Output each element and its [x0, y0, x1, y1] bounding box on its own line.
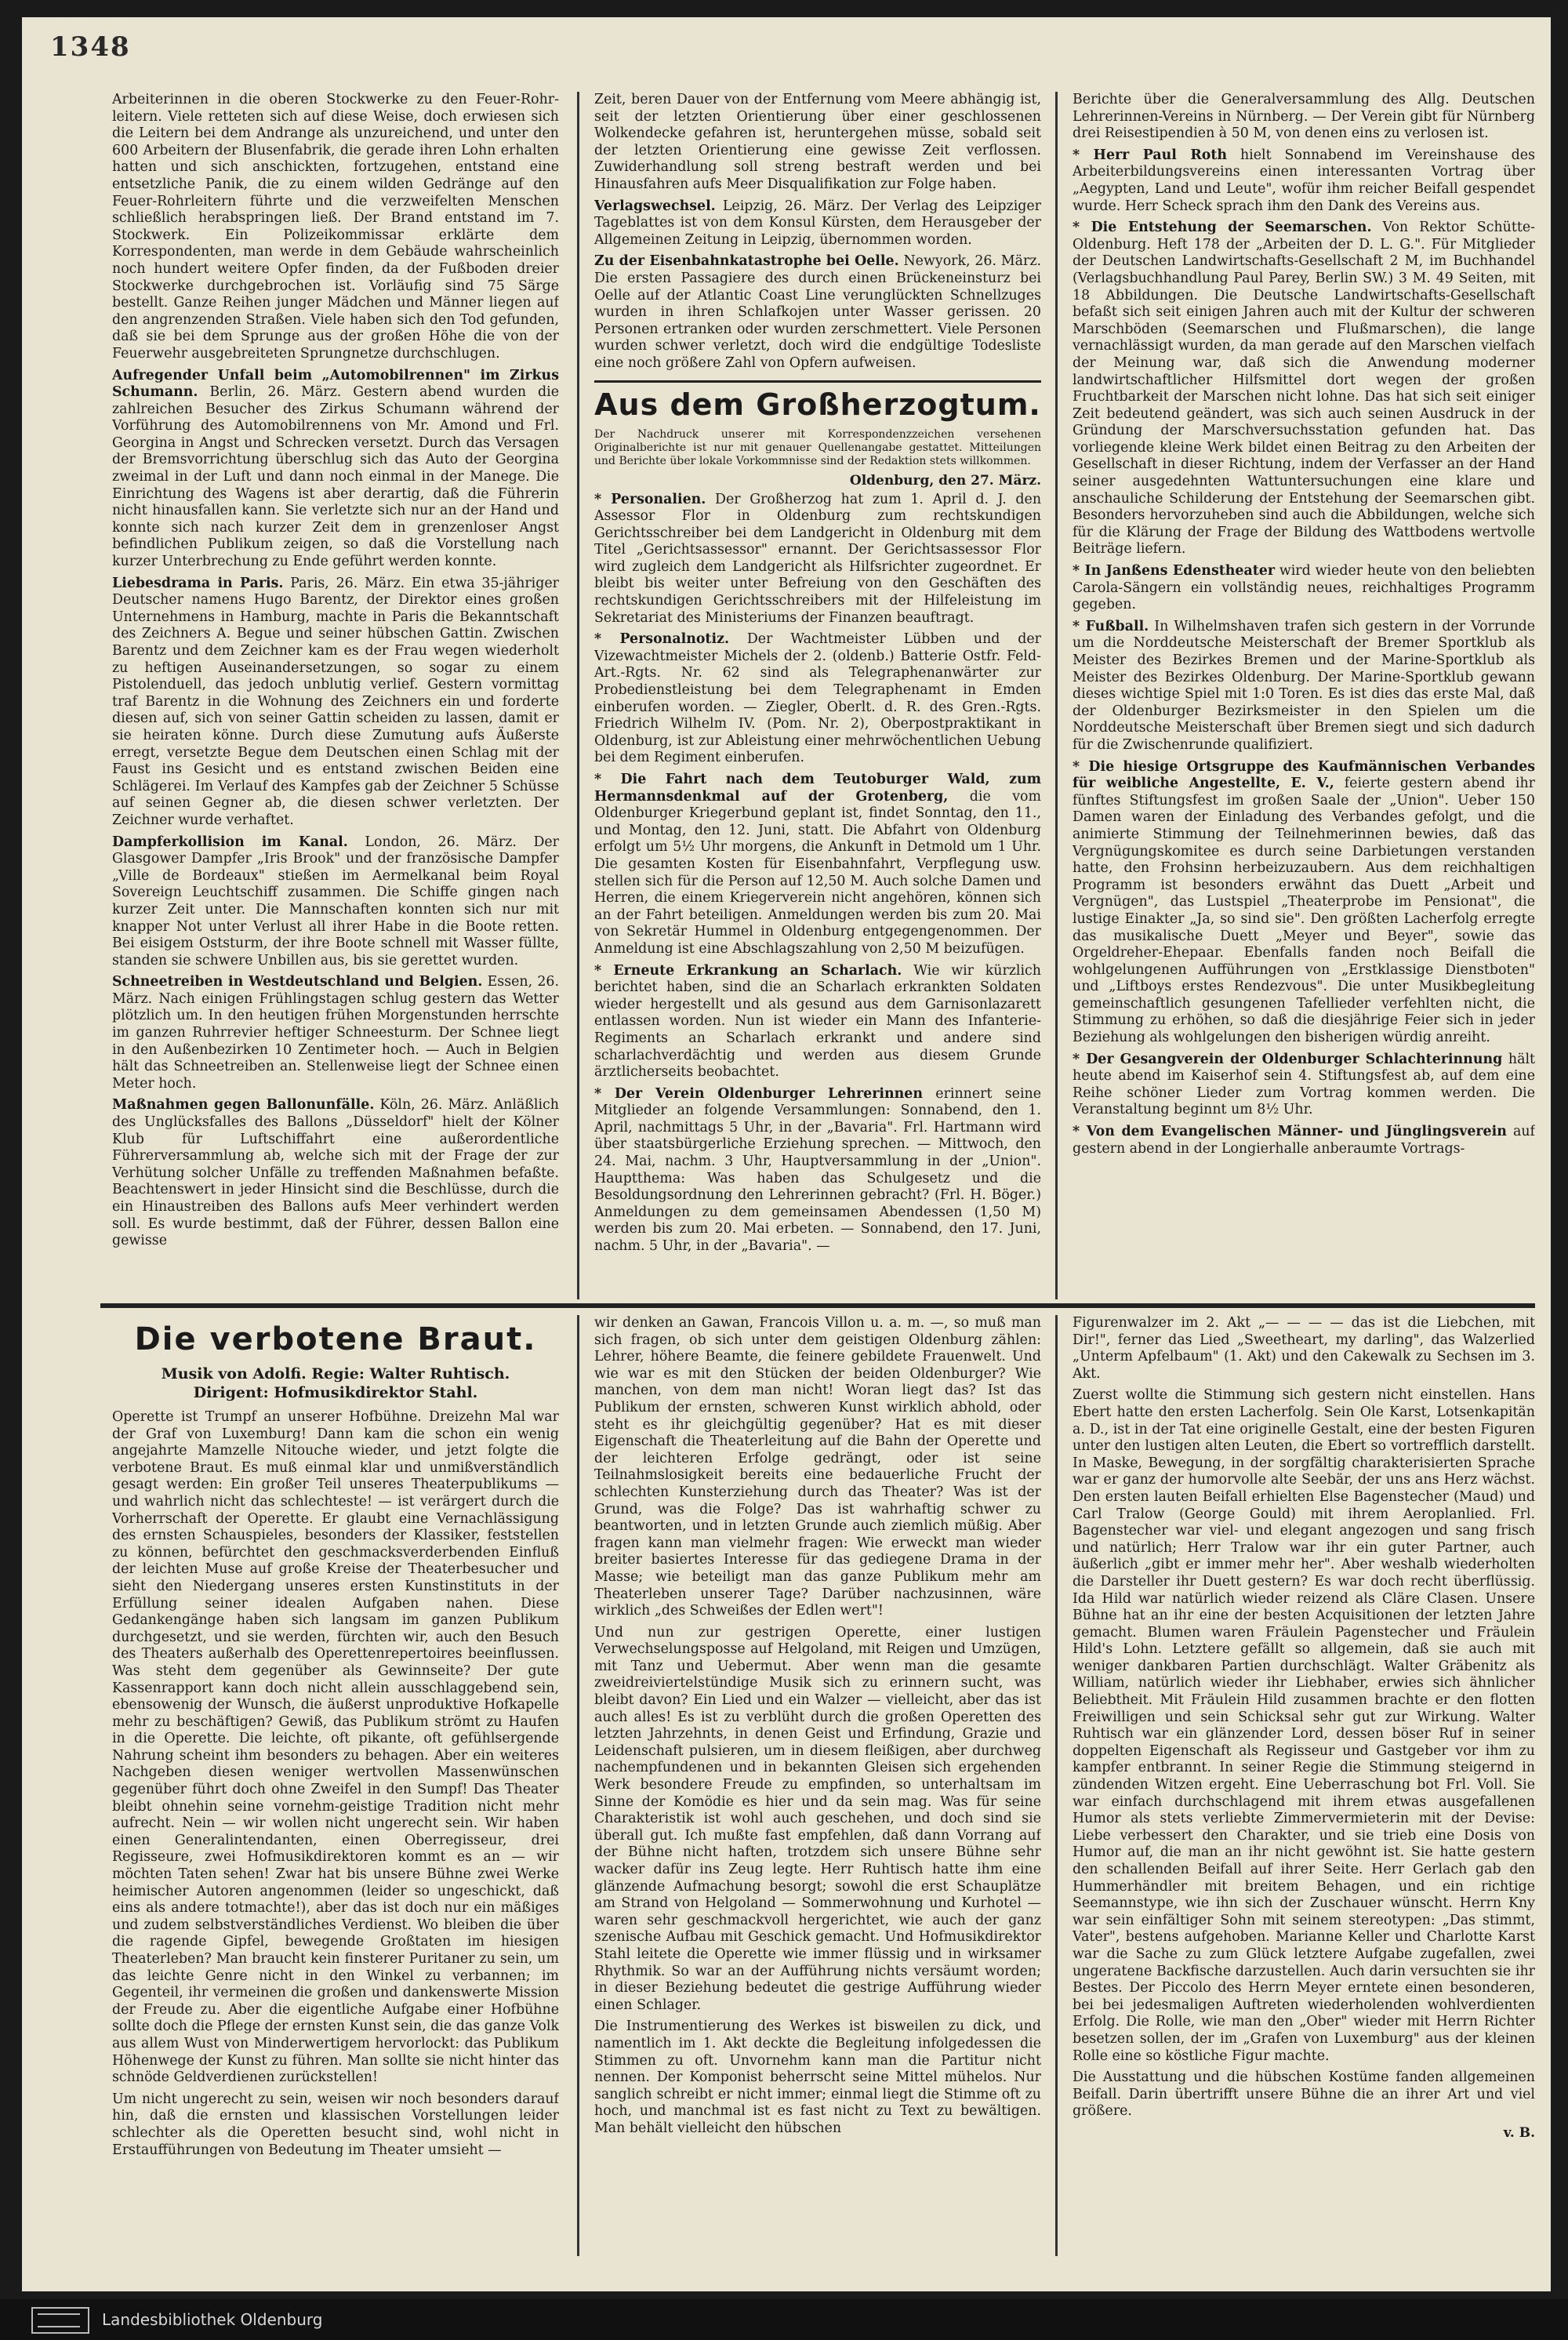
- article-headline: Dampferkollision im Kanal.: [112, 834, 348, 850]
- article-headline: * Erneute Erkrankung an Scharlach.: [594, 962, 902, 979]
- article-headline: Liebesdrama in Paris.: [112, 575, 284, 591]
- article-body: Arbeiterinnen in die oberen Stockwerke zu den Feuer-Rohr-leitern. Viele retteten sich auf diese Weise, doch erwiesen sich die Leitern bei dem Andrange als unzureichend, und unter den 600 Arbeitern der Blusenfabrik, die gerade ihren Lohn erhalten hatten und sich anschickten, fortzugehen, entstand eine entsetzliche Panik, die zu einem wilden Gedränge auf den Feuer-Rohrleitern führte und die verzweifelten Menschen schließlich herabspringen ließ. Der Brand entstand im 7. Stockwerk. Ein Polizeikommissar erklärte dem Korrespondenten, man werde in dem Gebäude wahrscheinlich noch hundert weitere Opfer finden, da der Fußboden dreier Stockwerke durchgebrochen ist. Vorläufig sind 75 Särge bestellt. Ganze Reihen junger Mädchen und Männer liegen auf den angrenzenden Straßen. Viele haben sich den Tod gefunden, daß sie bei dem Sprunge aus der großen Höhe die von der Feuerwehr ausgebreiteten Sprungnetze durchschlugen.: [112, 92, 559, 362]
- article-body: hielt Sonnabend im Vereinshause des Arbeiterbildungsvereins einen interessanten Vortrag über „Aegypten, Land und Leute", wofür ihm reicher Beifall gespendet wurde. Herr Scheck sprach ihm den Dank des Vereins aus.: [1073, 147, 1535, 214]
- article-paragraph: [594, 198, 1041, 249]
- article-body: Von Rektor Schütte-Oldenburg. Heft 178 der „Arbeiten der D. L. G.". Für Mitglieder der Deutschen Landwirtschafts-Gesellschaft 2 M, im Buchhandel (Verlagsbuchhandlung Paul Parey, Berlin SW.) 3 M. 49 Seiten, mit 18 Abbildungen. Die Deutsche Landwirtschafts-Gesellschaft befaßt sich seit einigen Jahren auch mit der Kultur der schweren Marschböden (Seemarschen und Flußmarschen), die lange vernachlässigt wurden, da man gerade auf den Marschen vielfach der Meinung war, daß sich die Anwendung moderner landwirtschaftlicher Hilfsmittel dort wegen der großen Fruchtbarkeit der Marschen nicht lohne. Das hat sich seit einiger Zeit bedeutend geändert, was sich auch seinen Ausdruck in der Gründung der Marschversuchsstation gefunden hat. Das vorliegende kleine Werk bildet einen Beitrag zu den Arbeiten der Gesellschaft in dieser Richtung, indem der Verfasser an der Hand seiner ausgedehnten Wattuntersuchungen eine klare und anschauliche Schilderung der Entstehung der Seemarschen gibt. Besonders hervorzuheben sind auch die Abbildungen, welche sich für die Klärung der Frage der Bildung des Wattbodens wertvolle Beiträge liefern.: [1073, 220, 1535, 558]
- article-paragraph: [112, 368, 559, 571]
- column-1-articles: [112, 92, 559, 1250]
- article-headline: Verlagswechsel.: [594, 198, 716, 214]
- column-1: [112, 92, 559, 1299]
- article-body: Zeit, beren Dauer von der Entfernung vom Meere abhängig ist, seit der letzten Orientierung über einer geschlossenen Wolkendecke gefahren ist, heruntergehen müsse, sobald seit der letzten Orientierung eine gewisse Zeit verflossen. Zuwiderhandlung soll streng bestraft werden und bei Hinausfahren aufs Meer Disqualifikation zur Folge haben.: [594, 92, 1041, 192]
- article-body: Essen, 26. März. Nach einigen Frühlingstagen schlug gestern das Wetter plötzlich um. In den heutigen frühen Morgenstunden herrschte im ganzen Ruhrrevier heftiger Schneesturm. Der Schnee liegt in den Außenbezirken 10 Zentimeter hoch. — Auch in Belgien hält das Schneetreiben an. Stellenweise liegt der Schnee einen Meter hoch.: [112, 974, 559, 1092]
- article-headline: Schneetreiben in Westdeutschland und Belgien.: [112, 974, 483, 990]
- review-credit-conductor: Dirigent: Hofmusikdirektor Stahl.: [193, 1384, 478, 1401]
- article-body: London, 26. März. Der Glasgower Dampfer „Iris Brook" und der französische Dampfer „Ville de Bordeaux" stießen im Aermelkanal beim Royal Sovereign Leuchtschiff zusammen. Die Schiffe gingen nach kurzer Zeit unter. Die Mannschaften konnten sich nur mit knapper Not unter Verlust all ihrer Habe in die Boote retten. Bei eisigem Oststurm, der ihre Boote schnell mit Wasser füllte, standen sie schwere Unbillen aus, bis sie gerettet wurden.: [112, 834, 559, 968]
- article-paragraph: [594, 772, 1041, 958]
- article-body: Köln, 26. März. Anläßlich des Unglücksfalles des Ballons „Düsseldorf" hielt der Kölner Klub für Luftschiffahrt eine außerordentliche Führerversammlung ab, welche sich mit der Frage der zur Verhütung solcher Unfälle zu treffenden Maßnahmen befaßte. Beachtenswert in jeder Hinsicht sind die Beschlüsse, durch die ein Hinaustreiben des Ballons aufs Meer verhindert werden soll. Es wurde bestimmt, daß der Führer, dessen Ballon eine gewisse: [112, 1097, 559, 1249]
- review-paragraph: Die Ausstattung und die hübschen Kostüme fanden allgemeinen Beifall. Darin übertrifft unsere Bühne die an ihrer Art und viel größere.: [1073, 2069, 1535, 2120]
- article-body: auf gestern abend in der Longierhalle anberaumte Vortrags-: [1073, 1124, 1535, 1157]
- review-paragraph: Die Instrumentierung des Werkes ist bisweilen zu dick, und namentlich im 1. Akt deckte die Begleitung infolgedessen die Stimmen zu oft. Unvornehm kann man die Partitur nicht nennen. Der Komponist beherrscht seine Mittel mühelos. Nur sanglich schreibt er nicht immer; einmal liegt die Stimme oft zu hoch, und manchmal ist es fast nicht zu Text zu bewältigen. Man behält vielleicht den hübschen: [594, 2018, 1041, 2136]
- article-body: erinnert seine Mitglieder an folgende Versammlungen: Sonnabend, den 1. April, nachmittags 5 Uhr, in der „Bavaria". Frl. Hartmann wird über staatsbürgerliche Erziehung sprechen. — Mittwoch, den 24. Mai, nachm. 3 Uhr, Hauptversammlung in der „Union". Hauptthema: Was haben das Schulgesetz und die Besoldungsordnung den Lehrerinnen gebracht? (Frl. H. Böger.) Anmeldungen zu dem gemeinsamen Abendessen (1,50 M) werden bis zum 20. Mai erbeten. — Sonnabend, den 17. Juni, nachm. 5 Uhr, in der „Bavaria". —: [594, 1085, 1041, 1255]
- article-headline: * Der Verein Oldenburger Lehrerinnen: [594, 1085, 923, 1102]
- review-title: Die verbotene Braut.: [134, 1321, 537, 1357]
- article-paragraph: [594, 1086, 1041, 1255]
- article-paragraph: [594, 253, 1041, 372]
- column-rule: [577, 1315, 579, 2256]
- article-body: In Wilhelmshaven trafen sich gestern in der Vorrunde um die Norddeutsche Meisterschaft der Bremer Sportklub als Meister des Bezirkes Bremen und der Marine-Sportklub als Meister des Bezirkes Oldenburg. Der Marine-Sportklub gewann dieses wichtige Spiel mit 1:0 Toren. Es ist dies das erste Mal, daß der Oldenburger Bezirksmeister in den Spielen um die Norddeutsche Meisterschaft über Bremen siegt und sich dadurch für die Zwischenrunde qualifiziert.: [1073, 618, 1535, 753]
- article-headline: * Herr Paul Roth: [1073, 147, 1228, 163]
- column-3-articles: [1073, 92, 1535, 1157]
- review-text-3: [1073, 1315, 1535, 2120]
- library-footer: [0, 2299, 1568, 2340]
- article-paragraph: [1073, 563, 1535, 614]
- article-headline: * Die Fahrt nach dem Teutoburger Wald, zum Hermannsdenkmal auf der Grotenberg,: [594, 772, 1041, 805]
- article-body: Newyork, 26. März. Die ersten Passagiere des durch einen Brückeneinsturz bei Oelle auf der Atlantic Coast Line verunglückten Schnellzuges wurden in ihren Schlafkojen unter Wasser gerissen. 20 Personen ertranken oder wurden zerschmettert. Viele Personen wurden schwer verletzt, doch wird die endgültige Todesliste eine noch größere Zahl von Opfern aufweisen.: [594, 253, 1041, 371]
- article-paragraph: [1073, 1052, 1535, 1119]
- reprint-notice: Der Nachdruck unserer mit Korrespondenzzeichen versehenen Originalberichte ist nur mit genauer Quellenangabe gestattet. Mitteilungen und Berichte über lokale Vorkommnisse sind der Redaktion stets willkommen.: [594, 427, 1041, 467]
- article-paragraph: [1073, 619, 1535, 754]
- article-paragraph: [1073, 1124, 1535, 1157]
- article-paragraph: [112, 1097, 559, 1249]
- review-text-1: [112, 1409, 559, 2159]
- review-paragraph: Um nicht ungerecht zu sein, weisen wir noch besonders darauf hin, daß die ernsten und klassischen Vorstellungen leider schlechter als die Operetten besucht sind, wohl nicht in Erstaufführungen von Bedeutung im Theater umsieht —: [112, 2091, 559, 2158]
- dateline: Oldenburg, den 27. März.: [849, 472, 1041, 489]
- article-headline: * Der Gesangverein der Oldenburger Schlachterinnung: [1073, 1051, 1503, 1067]
- article-paragraph: [112, 92, 559, 363]
- article-body: feierte gestern abend ihr fünftes Stiftungsfest im großen Saale der „Union". Ueber 150 Damen waren der Einladung des Verbandes gefolgt, und die animierte Stimmung der Teilnehmerinnen bewies, daß das Vergnügungskomitee es durch seine Darbietungen verstanden hatte, den Frohsinn herbeizuzaubern. Aus dem reichhaltigen Programm ist besonders erwähnt das Duett „Arbeit und Vergnügen", das Lustspiel „Theaterprobe im Pensionat", die lustige Einakter „Ja, so sind sie". Den größten Lacherfolg erregte das musikalische Duett „Meyer und Beyer", sowie das Orgeldreher-Ehepaar. Ebenfalls fanden noch Beifall die wohlgelungenen Aufführungen von „Erstklassige Dienstboten" und „Liftboys erstes Rendezvous". Die unter Musikbegleitung gemeinschaftlich gesungenen Tafellieder verfehlten nicht, die Stimmung zu erhöhen, so daß die diesjährige Feier sich in jeder Beziehung als wohlgelungen den bisherigen würdig anreiht.: [1073, 776, 1535, 1046]
- review-paragraph: Zuerst wollte die Stimmung sich gestern nicht einstellen. Hans Ebert hatte den ersten Lacherfolg. Sein Ole Karst, Lotsenkapitän a. D., ist in der Tat eine originelle Gestalt, eine der besten Figuren unter den lustigen alten Leuten, die Ebert so vortrefflich darstellt. In Maske, Bewegung, in der sorgfältig charakterisierten Sprache war er ganz der humorvolle alte Seebär, der uns ans Herz wächst. Den ersten lauten Beifall erhielten Else Bagenstecher (Maud) und Carl Tralow (George Gould) mit ihrem Aeroplanlied. Frl. Bagenstecher war viel- und elegant angezogen und sang frisch und natürlich; Herr Tralow war ihr ein guter Partner, auch äußerlich „gibt er immer mehr her". Aber weshalb wiederholten die Darsteller ihr Duett gestern? Es war doch recht überflüssig. Ida Hild war natürlich wieder reizend als Cläre Clasen. Unsere Bühne hat an ihr eine der besten Acquisitionen der letzten Jahre gemacht. Blumen waren Fräulein Pagenstecher und Fräulein Hild's Lohn. Letztere gefällt so allgemein, daß sie auch mit weniger dankbaren Partien durchschlägt. Walter Gräbenitz als William, natürlich wieder ihr Liebhaber, erwies sich ähnlicher Beliebtheit. Mit Fräulein Hild zusammen brachte er den flotten Freiwilligen und sein Schicksal sehr gut zur Wirkung. Walter Ruhtisch war ein glänzender Lord, dessen böser Ruf in seiner doppelten Eigenschaft als Regisseur und Gastgeber vor ihm zu kampfer entbrannt. In seiner Regie die Stimmung steigernd in zündenden Witzen ergeht. Eine Ueberraschung bot Frl. Voll. Sie war einfach durchschlagend mit ihrem etwas ausgefallenen Humor als stets verliebte Zimmervermieterin mit der Devise: Liebe verbessert den Charakter, und sie trieb eine Dosis von Humor auf, die man an ihr nicht gewöhnt ist. Sie hatte gestern den schallenden Beifall auf ihrer Seite. Herr Gerlach gab den Hummerhändler mit breitem Behagen, und ein richtige Seemannstype, wie ihn sich der Zuschauer wünscht. Herrn Kny war sein einfältiger Sohn mit seinem stereotypen: „Das stimmt, Vater", bestens aufgehoben. Marianne Keller und Charlotte Karst war die Sache zu zum Glück letztere Aufgabe zugefallen, zwei ungeratene Backfische darzustellen. Auch darin versuchten sie ihr Bestes. Der Piccolo des Herrn Meyer erntete einen besonderen, bei bei jedesmaligen Auftreten wiederholenden wohlverdienten Erfolg. Die Rolle, wie man den „Ober" wieder mit Herrn Richter besetzen sollen, der im „Grafen von Luxemburg" aus der kleinen Rolle eine so köstliche Figur machte.: [1073, 1387, 1535, 2064]
- article-paragraph: [1073, 220, 1535, 558]
- review-column-2: [594, 1315, 1041, 2256]
- article-paragraph: [112, 974, 559, 1092]
- article-body: Leipzig, 26. März. Der Verlag des Leipziger Tageblattes ist von dem Konsul Kürsten, dem Herausgeber der Allgemeinen Zeitung in Leipzig, übernommen worden.: [594, 198, 1041, 248]
- article-body: Wie wir kürzlich berichtet haben, sind die an Scharlach erkrankten Soldaten wieder hergestellt und als gesund aus dem Garnisonlazarett entlassen worden. Nun ist wieder ein Mann des Infanterie-Regiments an Scharlach erkrankt und andere sind scharlachverdächtig und werden aus diesem Grunde ärztlicherseits beobachtet.: [594, 962, 1041, 1081]
- review-paragraph: Und nun zur gestrigen Operette, einer lustigen Verwechselungsposse auf Helgoland, mit Reigen und Umzügen, mit Tanz und Uebermut. Aber wenn man die gesamte zweidreiviertelstündige Musik sich zu erinnern sucht, was bleibt davon? Ein Lied und ein Walzer — vielleicht, aber das ist auch alles! Es ist zu verblüht durch die großen Operetten des letzten Jahrzehnts, in denen Geist und Erfindung, Grazie und Leidenschaft pulsieren, um in diesem fleißigen, aber durchweg nachempfundenen und in bekannten Gleisen sich ergehenden Werk besondere Freude zu empfinden, so unterhaltsam im Sinne der Komödie es hier und da sein mag. Was für seine Charakteristik ist wohl auch geschehen, und doch sind sie überall gut. Ich mußte fast empfehlen, daß dann Vorrang auf der Bühne nicht haften, trotzdem sich unsere Bühne sehr wacker dafür ins Zeug legte. Herr Ruhtisch hatte ihm eine glänzende Aufmachung besorgt; sowohl die erst Schauplätze am Strand von Helgoland — Sommerwohnung und Kurhotel — waren sehr geschmackvoll hergerichtet, wie auch der ganz szenische Aufbau mit Geschick gemacht. Und Hofmusikdirektor Stahl leitete die Operette wie immer flüssig und in wirksamer Rhythmik. So war an der Aufführung nichts versäumt worden; in dieser Beziehung bedeutet die gestrige Aufführung wieder einen Schlager.: [594, 1624, 1041, 2013]
- article-body: Paris, 26. März. Ein etwa 35-jähriger Deutscher namens Hugo Barentz, der Direktor eines großen Unternehmens in Hamburg, machte in Paris die Bekanntschaft des Zeichners A. Begue und seiner hübschen Gattin. Zwischen Barentz und dem Zeichner kam es der Frau wegen wiederholt zu heftigen Auseinandersetzungen, so sogar zu einem Pistolenduell, das jedoch unblutig verlief. Gestern vormittag traf Barentz in die Wohnung des Zeichners ein und forderte diesen auf, sich von seiner Gattin scheiden zu lassen, damit er sie heiraten könne. Durch diese Zumutung aufs Äußerste erregt, versetzte Begue dem Deutschen einen Schlag mit der Faust ins Gesicht und es entstand zwischen Beiden eine Schlägerei. Im Verlauf des Kampfes gab der Zeichner 5 Schüsse auf seinen Gegner ab, die diesen schwer verletzten. Der Zeichner wurde verhaftet.: [112, 575, 559, 828]
- review-column-3: [1073, 1315, 1535, 2256]
- review-signature: v. B.: [1503, 2124, 1535, 2141]
- article-headline: * Von dem Evangelischen Männer- und Jünglingsverein: [1073, 1124, 1507, 1140]
- article-headline: * Personalnotiz.: [594, 631, 730, 648]
- column-rule: [1055, 1315, 1058, 2256]
- column-2: [594, 92, 1041, 1299]
- column-rule: [1055, 92, 1058, 1299]
- section-title: Aus dem Großherzogtum.: [594, 387, 1041, 422]
- article-paragraph: [1073, 759, 1535, 1047]
- article-headline: Zu der Eisenbahnkatastrophe bei Oelle.: [594, 253, 899, 270]
- article-body: Berichte über die Generalversammlung des Allg. Deutschen Lehrerinnen-Vereins in Nürnberg. — Der Verein gibt für Nürnberg drei Reisestipendien à 50 M, von denen eins zu verlosen ist.: [1073, 92, 1535, 142]
- article-headline: Aufregender Unfall beim „Automobilrennen" im Zirkus Schumann.: [112, 367, 559, 401]
- column-2-articles: [594, 92, 1041, 372]
- article-paragraph: [594, 963, 1041, 1081]
- article-headline: Maßnahmen gegen Ballonunfälle.: [112, 1097, 375, 1114]
- article-paragraph: [594, 492, 1041, 627]
- article-paragraph: [1073, 147, 1535, 215]
- article-body: Berlin, 26. März. Gestern abend wurden die zahlreichen Besucher des Zirkus Schumann während der Vorführung des Automobilrennens von Mr. Amond und Frl. Georgina in Angst und Schrecken versetzt. Durch das Versagen der Bremsvorrichtung überschlug sich das Auto der Georgina zweimal in der Luft und dann noch einmal in der Manege. Die Einrichtung des Wagens ist aber derartig, daß die Führerin nicht hinausfallen kann. Sie verletzte sich nur an der Hand und konnte sich nach kurzer Zeit dem in grenzenloser Angst befindlichen Publikum zeigen, so daß die Vorstellung nach kurzer Unterbrechung zu Ende geführt werden konnte.: [112, 384, 559, 570]
- library-logo-icon: [31, 2307, 89, 2334]
- article-paragraph: [594, 631, 1041, 767]
- article-headline: * Die hiesige Ortsgruppe des Kaufmännischen Verbandes für weibliche Angestellte, E. V.,: [1073, 758, 1535, 792]
- article-headline: * In Janßens Edenstheater: [1073, 563, 1276, 580]
- article-body: hält heute abend im Kaiserhof sein 4. Stiftungsfest ab, auf dem eine Reihe schöner Lieder zum Vortrag kommen werden. Die Veranstaltung beginnt um 8½ Uhr.: [1073, 1051, 1535, 1118]
- article-body: wird wieder heute von den beliebten Carola-Sängern ein vollständig neues, reichhaltiges Programm gegeben.: [1073, 563, 1535, 613]
- article-body: Der Wachtmeister Lübben und der Vizewachtmeister Michels der 2. (oldenb.) Batterie Ostfr. Feld-Art.-Rgts. Nr. 62 sind als Telegraphenanwärter zur Probedienstleistung bei dem Telegraphenamt in Emden einberufen worden. — Ziegler, Oberlt. d. R. des Gren.-Rgts. Friedrich Wilhelm IV. (Pom. Nr. 2), Oberpostpraktikant in Oldenburg, ist zur Ableistung einer mehrwöchentlichen Uebung bei dem Regiment einberufen.: [594, 631, 1041, 766]
- article-paragraph: [112, 576, 559, 830]
- article-headline: * Die Entstehung der Seemarschen.: [1073, 220, 1372, 236]
- library-name: Landesbibliothek Oldenburg: [102, 2310, 323, 2329]
- regional-news: [594, 492, 1041, 1255]
- review-column-1: [112, 1315, 559, 2256]
- review-credit-music: Musik von Adolfi. Regie: Walter Ruhtisch.: [161, 1365, 510, 1383]
- article-body: die vom Oldenburger Kriegerbund geplant ist, findet Sonntag, den 11., und Montag, den 12. Juni, statt. Die Abfahrt von Oldenburg erfolgt um 5½ Uhr morgens, die Ankunft in Detmold um 1 Uhr. Die gesamten Kosten für Eisenbahnfahrt, Verpflegung usw. stellen sich für die Person auf 12,50 M. Auch solche Damen und Herren, die einem Kriegerverein nicht angehören, können sich an der Fahrt beteiligen. Anmeldungen werden bis zum 20. Mai von Sekretär Hummel in Oldenburg entgegengenommen. Der Anmeldung ist eine Abschlagszahlung von 2,50 M beizufügen.: [594, 788, 1041, 957]
- review-paragraph: Operette ist Trumpf an unserer Hofbühne. Dreizehn Mal war der Graf von Luxemburg! Dann kam die schon ein wenig angejahrte Mamzelle Nitouche wieder, und jetzt folgte die verbotene Braut. Es muß einmal klar und unmißverständlich gesagt werden: Ein großer Teil unseres Theaterpublikums — und wahrlich nicht das schlechteste! — ist verärgert durch die Vorherrschaft der Operette. Er glaubt eine Vernachlässigung des ernsten Schauspieles, besonders der Klassiker, feststellen zu können, befürchtet den geschmacksverderbenden Einfluß der leichten Muse auf große Kreise der Theaterbesucher und sieht den Niedergang unseres ersten Kunstinstituts in der Erfüllung seiner idealen Aufgaben nahen. Diese Gedankengänge haben sich langsam im ganzen Publikum durchgesetzt, und sie werden, fürchten wir, auch den Besuch des Theaters außerhalb des Operettenrepertoires beeinflussen. Was steht dem gegenüber als Gewinnseite? Der gute Kassenrapport kann doch nicht allein ausschlaggebend sein, ebensowenig der Wunsch, die äußerst unproduktive Hofkapelle mehr zu beschäftigen? Gewiß, das Publikum strömt zu Haufen in die Operette. Die leichte, oft pikante, oft gefühlsergende Nahrung scheint ihm besonders zu behagen. Aber ein weiteres Nachgeben diesen weniger wertvollen Massenwünschen gegenüber führt doch ohne Zweifel in den Sumpf! Das Theater bleibt ohnehin seine vornehm-geistige Tradition nicht mehr aufrecht. Nein — wir wollen nicht ungerecht sein. Wir haben einen Generalintendanten, einen Oberregisseur, drei Regisseure, zwei Hofmusikdirektoren kommt es an — wir möchten Taten sehen! Zwar hat bis unsere Bühne zwei Werke heimischer Autoren angenommen (leider so ungeschickt, daß eins als andere totmachte!), aber das ist doch nur ein mäßiges und zudem selbstverständliches Verdienst. Wo bleiben die über die ragende Gipfel, bewegende Großtaten im hiesigen Theaterleben? Man braucht kein finsterer Puritaner zu sein, um das leichte Genre nicht in den Winkel zu verbannen; im Gegenteil, ihr vermeinen die großen und dankenswerte Mission der Freude zu. Aber die eigentliche Aufgabe einer Hofbühne sollte doch die Pflege der ernsten Kunst sein, die das ganze Volk aus allem Wust von Minderwertigem hervorlockt: das Publikum Höhenwege der Kunst zu führen. Man sollte sie nicht hinter das schnöde Geldverdienen zurückstellen!: [112, 1409, 559, 2086]
- section-rule: [594, 380, 1041, 383]
- newspaper-page: [22, 17, 1551, 2291]
- article-paragraph: [1073, 92, 1535, 143]
- article-headline: * Fußball.: [1073, 618, 1149, 634]
- article-paragraph: [594, 92, 1041, 194]
- column-3: [1073, 92, 1535, 1299]
- page-number: 1348: [50, 31, 131, 63]
- review-text-2: [594, 1315, 1041, 2138]
- review-paragraph: wir denken an Gawan, Francois Villon u. a. m. —, so muß man sich fragen, ob sich unter dem geistigen Oldenburg zählen: Lehrer, höhere Beamte, die feinere gebildete Frauenwelt. Und wie war es mit den Stücken der beiden Oldenburger? Wie manchen, von dem man nicht! Woran liegt das? Ist das Publikum der ernsten, schweren Kunst wirklich abhold, oder steht es ihr gleichgültig gegenüber? Hat es mit dieser Eigenschaft die Theaterleitung auf die Bahn der Operette und der leichteren Erfolge gedrängt, oder ist seine Teilnahmslosigkeit bereits eine bedauerliche Frucht der schlechten Kunsterziehung durch das Theater? Was ist der Grund, was die Folge? Das ist wahrhaftig schwer zu beantworten, und in letzten Grunde auch ziemlich müßig. Aber fragen kann man vielmehr fragen: Wie erweckt man wieder breiter basiertes Interesse für das gediegene Drama in der Masse; wie beteiligt man das ganze Publikum mehr am Theaterleben unserer Tage? Darüber nachzusinnen, wäre wirklich „des Schweißes der Edlen wert"!: [594, 1315, 1041, 1619]
- feuilleton-divider: [100, 1303, 1535, 1308]
- column-rule: [577, 92, 579, 1299]
- article-headline: * Personalien.: [594, 491, 706, 507]
- article-body: Der Großherzog hat zum 1. April d. J. den Assessor Flor in Oldenburg zum rechtskundigen Gerichtsschreiber bei dem Landgericht in Oldenburg mit dem Titel „Gerichtsassessor" ernannt. Der Gerichtsassessor Flor wird zugleich dem Landgericht als Hilfsrichter zugeordnet. Er bleibt bis weiter unter Befreiung von den Geschäften des rechtskundigen Gerichtsschreibers mit der Hilfeleistung im Sekretariat des Ministeriums der Finanzen beauftragt.: [594, 491, 1041, 626]
- article-paragraph: [112, 834, 559, 970]
- review-paragraph: Figurenwalzer im 2. Akt „— — — — das ist die Liebchen, mit Dir!", ferner das Lied „Sweetheart, my darling", das Walzerlied „Unterm Apfelbaum" (1. Akt) und den Cakewalk zu Sechsen im 3. Akt.: [1073, 1315, 1535, 1382]
